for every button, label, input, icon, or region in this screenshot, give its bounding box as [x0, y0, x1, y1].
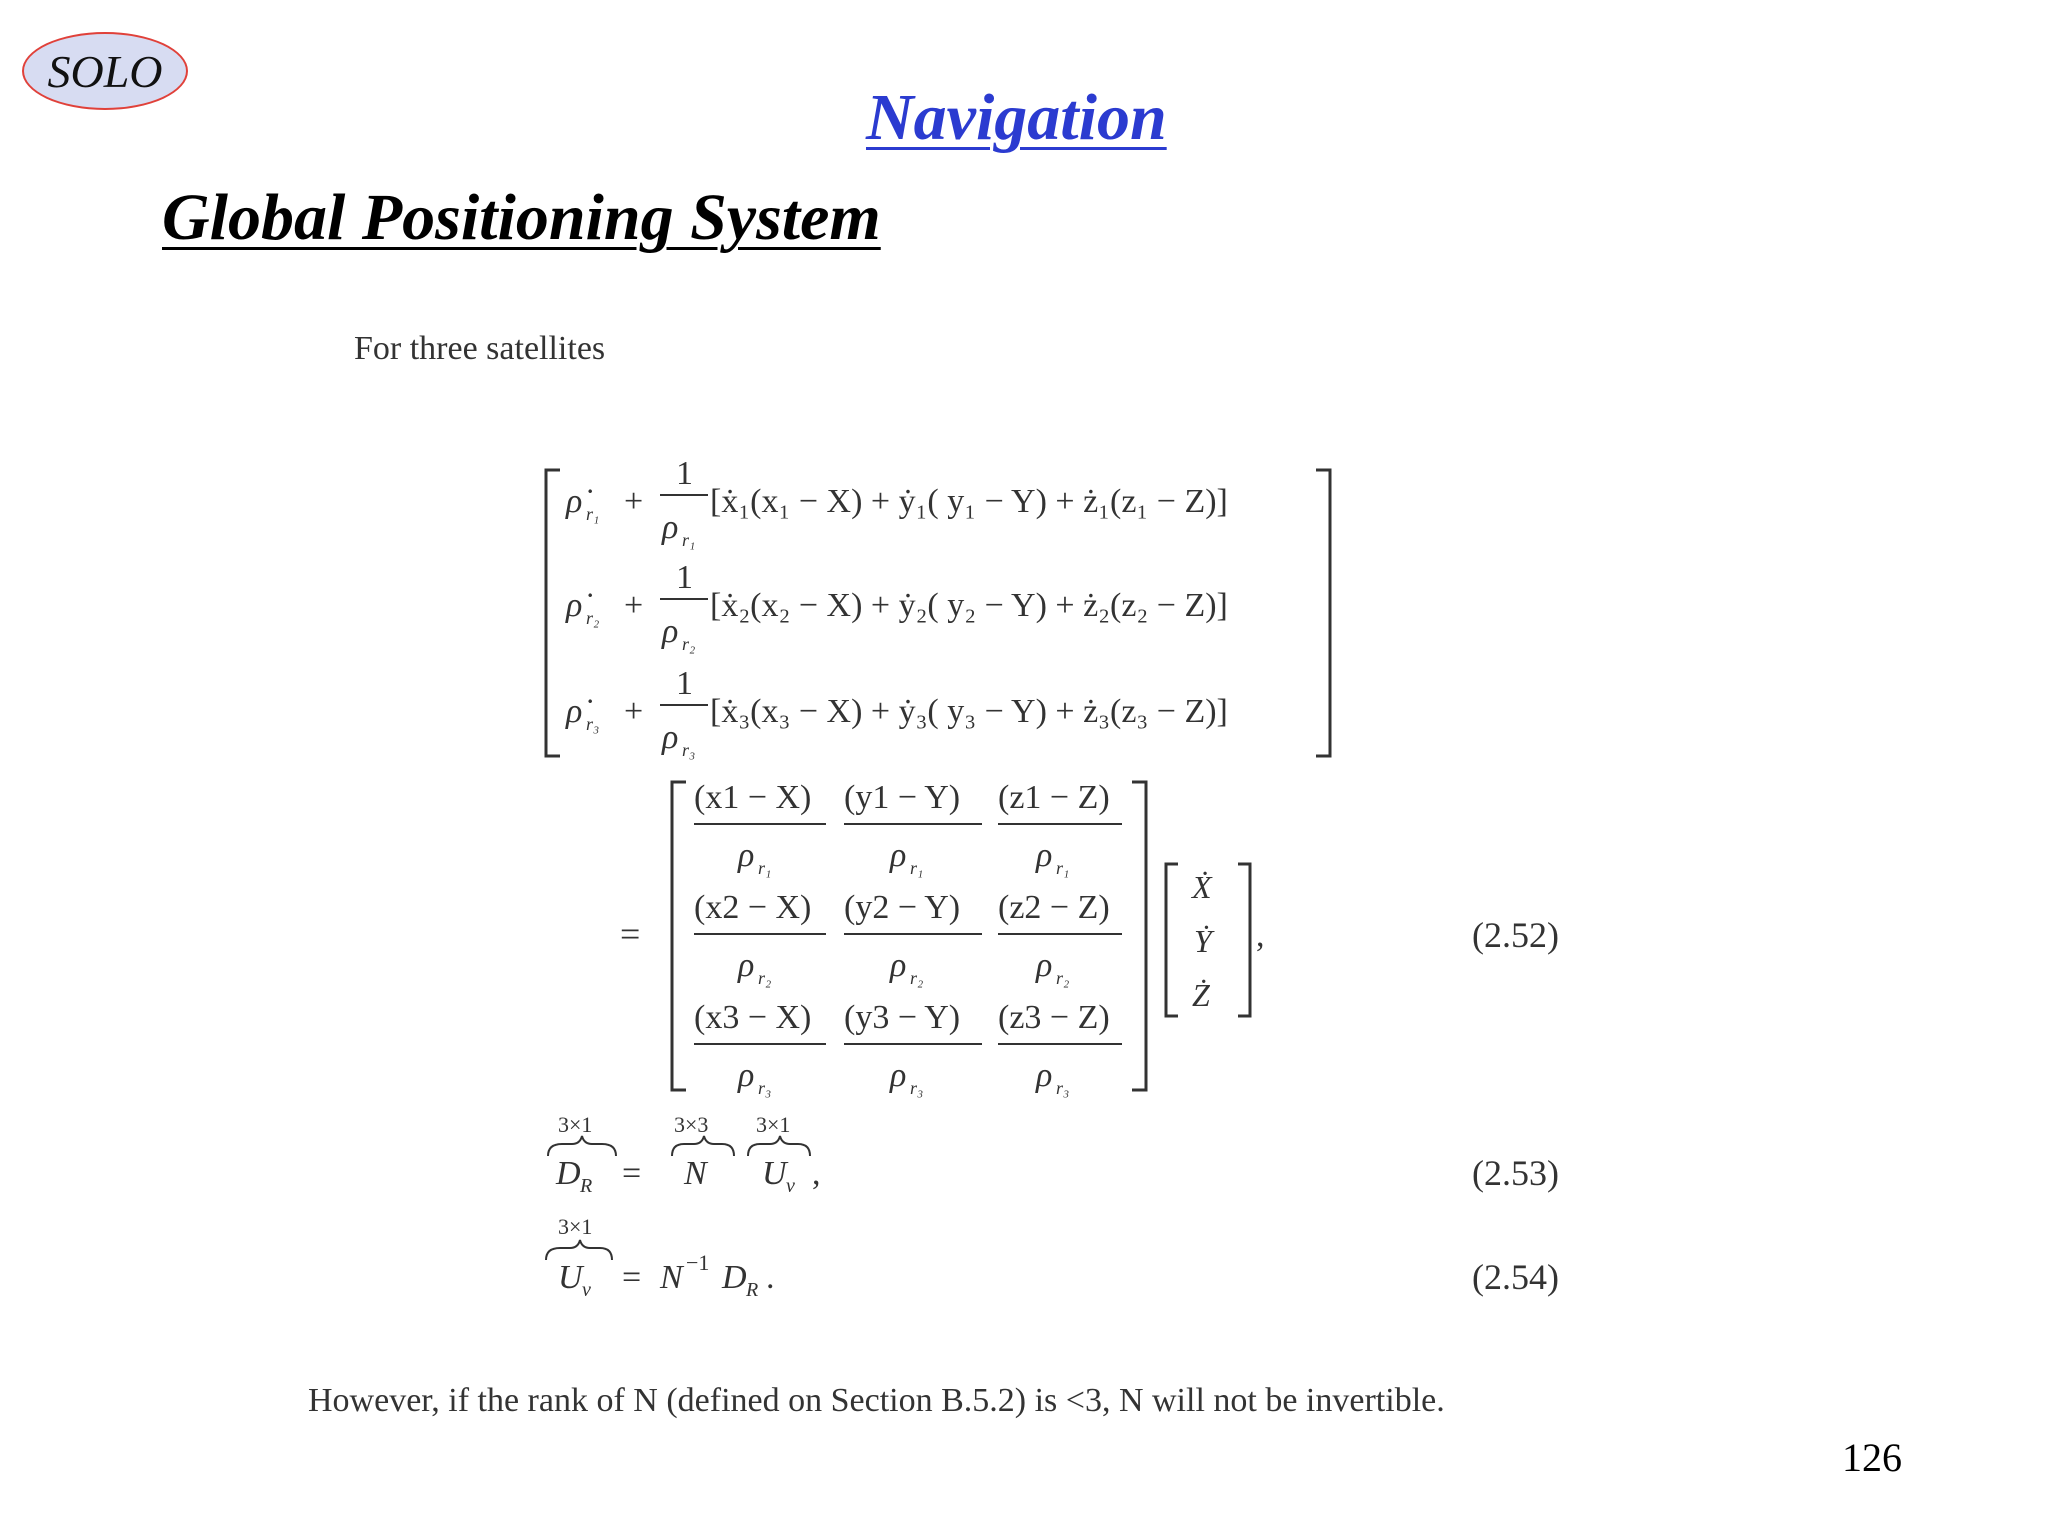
svg-text:r₃: r₃: [1056, 1078, 1070, 1098]
svg-text:(z3 − Z): (z3 − Z): [998, 999, 1110, 1036]
svg-text:.: .: [766, 1259, 775, 1296]
matrix-cell: [694, 999, 826, 1098]
svg-text:1: 1: [676, 559, 693, 596]
intro-text: For three satellites: [354, 330, 606, 367]
svg-text:r₂: r₂: [758, 968, 772, 988]
section-subtitle: Global Positioning System: [162, 181, 881, 254]
svg-text:(x1 − X): (x1 − X): [694, 779, 812, 816]
svg-text:r₁: r₁: [910, 858, 924, 878]
svg-text:ρ̇: ρ̇: [566, 587, 583, 624]
svg-text:[ẋ₁(x₁ − X) + ẏ₁( y₁ − Y) + ż₁: [ẋ₁(x₁ − X) + ẏ₁( y₁ − Y) + ż₁(z₁ − Z)]: [710, 483, 1228, 520]
svg-text:3×3: 3×3: [674, 1112, 709, 1137]
svg-text:[ẋ₃(x₃ − X) + ẏ₃( y₃ − Y) + ż₃: [ẋ₃(x₃ − X) + ẏ₃( y₃ − Y) + ż₃(z₃ − Z)]: [710, 693, 1228, 730]
matrix-cell: [998, 999, 1122, 1098]
svg-text:+: +: [624, 693, 644, 730]
svg-text:R: R: [580, 1175, 593, 1197]
svg-text:r₁: r₁: [758, 858, 772, 878]
svg-text:ρ: ρ: [738, 1057, 755, 1094]
svg-text:(y2 − Y): (y2 − Y): [844, 889, 961, 926]
svg-text:(x3 − X): (x3 − X): [694, 999, 812, 1036]
solo-logo: SOLO: [22, 32, 188, 110]
equation-2-53: [548, 1112, 821, 1197]
lhs-row-2: [565, 559, 1228, 654]
svg-text:v: v: [582, 1279, 591, 1301]
svg-text:(y3 − Y): (y3 − Y): [844, 999, 961, 1036]
svg-text:ρ: ρ: [1036, 1057, 1053, 1094]
svg-text:Ẏ: Ẏ: [1194, 923, 1212, 959]
svg-text:3×1: 3×1: [558, 1214, 593, 1239]
svg-text:,: ,: [812, 1155, 821, 1192]
svg-text:[ẋ₂(x₂ − X) + ẏ₂( y₂ − Y) + ż₂: [ẋ₂(x₂ − X) + ẏ₂( y₂ − Y) + ż₂(z₂ − Z)]: [710, 587, 1228, 624]
equation-number: (2.54): [1472, 1257, 1559, 1297]
comma: ,: [1256, 917, 1265, 954]
svg-text:+: +: [624, 483, 644, 520]
svg-text:r₁: r₁: [1056, 858, 1070, 878]
svg-text:−1: −1: [686, 1250, 710, 1275]
svg-text:ρ: ρ: [890, 947, 907, 984]
page-number: 126: [1842, 1435, 1902, 1480]
svg-text:(z1 − Z): (z1 − Z): [998, 779, 1110, 816]
svg-text:ρ̇: ρ̇: [566, 693, 583, 730]
svg-text:v: v: [786, 1175, 795, 1197]
svg-text:r₂: r₂: [586, 608, 600, 628]
svg-text:N: N: [660, 1259, 683, 1296]
svg-text:Ż: Ż: [1192, 977, 1210, 1013]
matrix-cell: [694, 779, 826, 878]
svg-text:ρ: ρ: [738, 947, 755, 984]
svg-text:3×1: 3×1: [558, 1112, 593, 1137]
svg-text:r₁: r₁: [586, 504, 600, 524]
svg-text:r₃: r₃: [758, 1078, 772, 1098]
svg-text:ρ̇: ρ̇: [566, 483, 583, 520]
svg-text:(y1 − Y): (y1 − Y): [844, 779, 961, 816]
svg-text:U: U: [558, 1259, 583, 1296]
svg-text:=: =: [622, 1259, 642, 1296]
svg-text:ρ: ρ: [662, 719, 679, 756]
svg-text:r₃: r₃: [586, 714, 600, 734]
svg-text:r₂: r₂: [910, 968, 924, 988]
svg-text:N: N: [684, 1155, 707, 1192]
svg-text:ρ: ρ: [738, 837, 755, 874]
svg-text:ρ: ρ: [890, 1057, 907, 1094]
svg-text:U: U: [762, 1155, 787, 1192]
svg-text:ρ: ρ: [890, 837, 907, 874]
svg-text:r₁: r₁: [682, 530, 696, 550]
svg-text:ρ: ρ: [1036, 947, 1053, 984]
svg-text:r₃: r₃: [682, 740, 696, 760]
svg-text:ρ: ρ: [662, 613, 679, 650]
velocity-vector: [1190, 869, 1215, 1013]
svg-text:+: +: [624, 587, 644, 624]
svg-text:ρ: ρ: [1036, 837, 1053, 874]
svg-text:ρ: ρ: [662, 509, 679, 546]
svg-text:r₂: r₂: [1056, 968, 1070, 988]
svg-text:r₂: r₂: [682, 634, 696, 654]
svg-text:(x2 − X): (x2 − X): [694, 889, 812, 926]
svg-text:r₃: r₃: [910, 1078, 924, 1098]
equation-number: (2.52): [1472, 915, 1559, 955]
svg-text:3×1: 3×1: [756, 1112, 791, 1137]
equals-sign: =: [620, 914, 641, 954]
equation-2-54: [546, 1214, 775, 1301]
svg-text:(z2 − Z): (z2 − Z): [998, 889, 1110, 926]
matrix-cell: [998, 889, 1122, 988]
svg-text:1: 1: [676, 455, 693, 492]
matrix-cell: [694, 889, 826, 988]
lhs-row-1: [565, 455, 1228, 550]
lhs-row-3: [565, 665, 1228, 760]
page-title: Navigation: [866, 81, 1167, 154]
svg-text:R: R: [746, 1279, 759, 1301]
matrix-cell: [844, 779, 982, 878]
matrix-cell: [998, 779, 1122, 878]
svg-text:D: D: [556, 1155, 581, 1192]
n-matrix: [694, 779, 1122, 1098]
svg-text:=: =: [622, 1155, 642, 1192]
svg-text:D: D: [722, 1259, 747, 1296]
matrix-cell: [844, 889, 982, 988]
footer-note: However, if the rank of N (defined on Section B.5.2) is <3, N will not be invertible.: [308, 1382, 1445, 1419]
matrix-cell: [844, 999, 982, 1098]
equation-number: (2.53): [1472, 1153, 1559, 1193]
svg-text:Ẋ: Ẋ: [1192, 869, 1212, 905]
svg-text:1: 1: [676, 665, 693, 702]
